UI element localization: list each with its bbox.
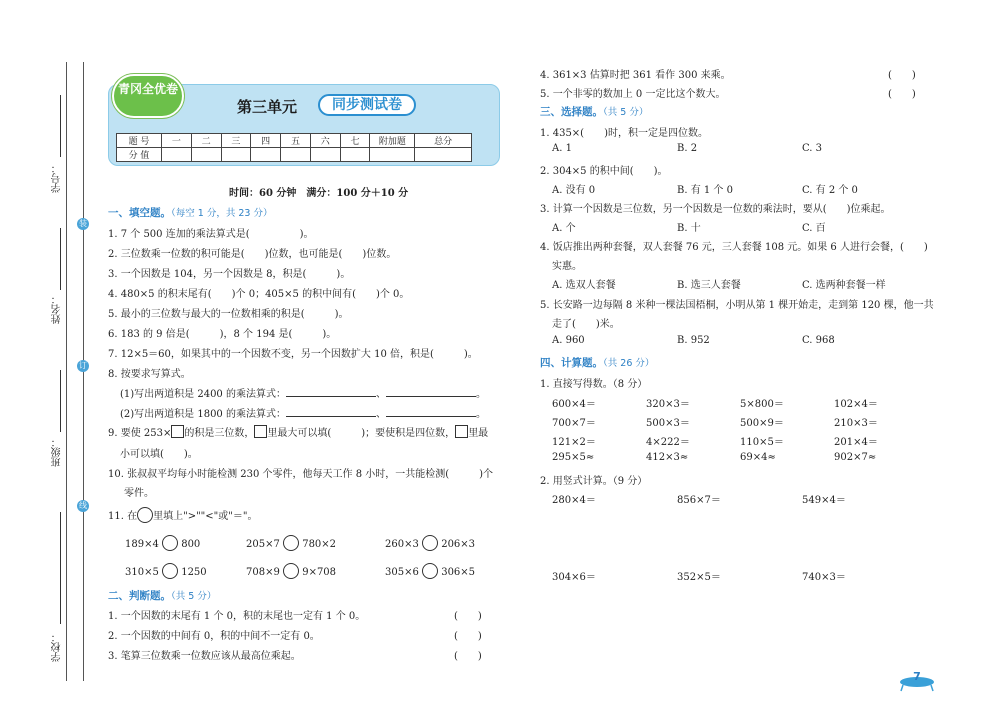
- question-1-7: 7. 12×5＝60，如果其中的一个因数不变，另一个因数扩大 10 倍，积是( )。: [108, 349, 478, 360]
- section-2-note: （共 5 分）: [171, 591, 217, 602]
- student-name-label: 姓名：: [52, 294, 63, 324]
- compare-circle[interactable]: [283, 563, 299, 579]
- page-number-badge: [897, 670, 937, 692]
- score-cell[interactable]: [340, 148, 370, 162]
- choice-question-1: 1. 435×( )时，积一定是四位数。: [540, 128, 708, 139]
- score-table: [116, 133, 472, 162]
- score-cell[interactable]: [415, 148, 472, 162]
- score-cell[interactable]: [162, 148, 192, 162]
- oral-calc-item[interactable]: 102×4＝: [834, 399, 878, 410]
- section-1-note: （每空 1 分，共 23 分）: [171, 208, 273, 219]
- choice-option[interactable]: C. 968: [802, 335, 835, 346]
- compare-item: 260×3 206×3: [385, 535, 475, 551]
- oral-calc-item[interactable]: 295×5≈: [552, 452, 595, 463]
- choice-option[interactable]: A. 选双人套餐: [552, 280, 616, 291]
- score-cell[interactable]: [310, 148, 340, 162]
- question-1-5: 5. 最小的三位数与最大的一位数相乘的积是( )。: [108, 309, 349, 320]
- school-blank[interactable]: [60, 512, 61, 624]
- oral-calc-item[interactable]: 412×3≈: [646, 452, 689, 463]
- vertical-calc-item[interactable]: 352×5＝: [677, 572, 721, 583]
- question-1-11: 11. 在 里填上">""<"或"＝"。: [108, 507, 257, 523]
- score-header-cell: 附加题: [370, 134, 415, 148]
- judge-question-1: 1. 一个因数的末尾有 1 个 0，积的末尾也一定有 1 个 0。: [108, 611, 366, 622]
- question-1-8-part-1: (1)写出两道积是 2400 的乘法算式： 、 。: [120, 389, 486, 400]
- unit-subtitle: 同步测试卷: [318, 94, 416, 116]
- time-and-score: 时间：60 分钟 满分：100 分＋10 分: [229, 188, 409, 199]
- compare-circle[interactable]: [422, 535, 438, 551]
- score-header-cell: 一: [162, 134, 192, 148]
- compare-item: 305×6 306×5: [385, 563, 475, 579]
- judge-answer-3[interactable]: ( ): [454, 651, 482, 662]
- score-cell[interactable]: [191, 148, 221, 162]
- question-1-9-cont: 小可以填( )。: [120, 449, 198, 460]
- compare-circle-icon: [137, 507, 153, 523]
- class-blank[interactable]: [60, 370, 61, 432]
- calc-question-1: 1. 直接写得数。（8 分）: [540, 379, 648, 390]
- question-1-10-cont: 零件。: [124, 488, 154, 499]
- score-header-cell: 七: [340, 134, 370, 148]
- choice-option[interactable]: C. 百: [802, 223, 826, 234]
- section-4-note: （共 26 分）: [603, 358, 655, 369]
- choice-option[interactable]: B. 952: [677, 335, 710, 346]
- binding-mark-2: 订: [79, 361, 87, 370]
- oral-calc-item[interactable]: 5×800＝: [740, 399, 784, 410]
- compare-circle[interactable]: [162, 563, 178, 579]
- brand-logo: 青冈全优卷: [112, 74, 184, 118]
- oral-calc-item[interactable]: 600×4＝: [552, 399, 596, 410]
- score-header-cell: 五: [281, 134, 311, 148]
- oral-calc-item[interactable]: 320×3＝: [646, 399, 690, 410]
- score-header-cell: 六: [310, 134, 340, 148]
- score-cell[interactable]: [370, 148, 415, 162]
- judge-answer-2[interactable]: ( ): [454, 631, 482, 642]
- choice-question-5-cont: 走了( )米。: [552, 319, 620, 330]
- answer-blank[interactable]: [386, 396, 476, 397]
- oral-calc-item[interactable]: 210×3＝: [834, 418, 878, 429]
- choice-option[interactable]: C. 选两种套餐一样: [802, 280, 886, 291]
- score-cell[interactable]: [281, 148, 311, 162]
- oral-calc-item[interactable]: 110×5＝: [740, 437, 784, 448]
- score-cell[interactable]: [221, 148, 251, 162]
- answer-blank[interactable]: [286, 396, 376, 397]
- choice-option[interactable]: A. 1: [552, 143, 572, 154]
- question-1-4: 4. 480×5 的积末尾有( )个 0；405×5 的积中间有( )个 0。: [108, 289, 410, 300]
- judge-answer-1[interactable]: ( ): [454, 611, 482, 622]
- choice-option[interactable]: B. 有 1 个 0: [677, 185, 733, 196]
- oral-calc-item[interactable]: 69×4≈: [740, 452, 776, 463]
- judge-question-5: 5. 一个非零的数加上 0 一定比这个数大。: [540, 89, 726, 100]
- question-1-9: 9. 要使 253× 的积是三位数， 里最大可以填( )；要使积是四位数， 里最: [108, 424, 488, 439]
- judge-question-4: 4. 361×3 估算时把 361 看作 300 来乘。: [540, 70, 731, 81]
- choice-option[interactable]: A. 个: [552, 223, 576, 234]
- binding-mark-3: 线: [79, 501, 87, 510]
- vertical-calc-item[interactable]: 304×6＝: [552, 572, 596, 583]
- page-number: 7: [913, 670, 921, 683]
- choice-option[interactable]: B. 2: [677, 143, 698, 154]
- score-header-cell: 题 号: [117, 134, 162, 148]
- section-1-title: 一、填空题。（每空 1 分，共 23 分）: [108, 207, 273, 219]
- answer-blank[interactable]: [386, 416, 476, 417]
- choice-option[interactable]: B. 选三人套餐: [677, 280, 741, 291]
- choice-question-5: 5. 长安路一边每隔 8 米种一棵法国梧桐，小明从第 1 棵开始走，走到第 120 棵，他一共: [540, 300, 934, 311]
- question-1-8-part-2: (2)写出两道积是 1800 的乘法算式： 、 。: [120, 409, 486, 420]
- oral-calc-item[interactable]: 4×222＝: [646, 437, 690, 448]
- choice-question-2: 2. 304×5 的积中间( )。: [540, 166, 668, 177]
- oral-calc-item[interactable]: 121×2＝: [552, 437, 596, 448]
- choice-question-4: 4. 饭店推出两种套餐，双人套餐 76 元，三人套餐 108 元。如果 6 人进行会餐，( ): [540, 242, 928, 253]
- score-header-cell: 三: [221, 134, 251, 148]
- compare-item: 205×7 780×2: [246, 535, 336, 551]
- binding-mark-1: 装: [79, 219, 87, 228]
- choice-option[interactable]: B. 十: [677, 223, 701, 234]
- question-1-10: 10. 张叔叔平均每小时能检测 230 个零件，他每天工作 8 小时，一共能检测( )个: [108, 469, 494, 480]
- class-label: 班级：: [52, 437, 63, 467]
- judge-question-2: 2. 一个因数的中间有 0，积的中间不一定有 0。: [108, 631, 320, 642]
- judge-question-3: 3. 笔算三位数乘一位数应该从最高位乘起。: [108, 651, 301, 662]
- oral-calc-item[interactable]: 500×9＝: [740, 418, 784, 429]
- question-1-6: 6. 183 的 9 倍是( )，8 个 194 是( )。: [108, 329, 337, 340]
- oral-calc-item[interactable]: 902×7≈: [834, 452, 877, 463]
- section-4-title: 四、计算题。（共 26 分）: [540, 357, 655, 369]
- question-1-1: 1. 7 个 500 连加的乘法算式是( )。: [108, 229, 314, 240]
- answer-blank[interactable]: [286, 416, 376, 417]
- section-2-title: 二、判断题。（共 5 分）: [108, 590, 217, 602]
- vertical-calc-item[interactable]: 280×4＝: [552, 495, 596, 506]
- question-1-3: 3. 一个因数是 104，另一个因数是 8，积是( )。: [108, 269, 351, 280]
- answer-box[interactable]: [171, 425, 184, 438]
- answer-box[interactable]: [455, 425, 468, 438]
- choice-question-3: 3. 计算一个因数是三位数，另一个因数是一位数的乘法时，要从( )位乘起。: [540, 204, 891, 215]
- compare-circle[interactable]: [422, 563, 438, 579]
- binding-line-left: [66, 62, 67, 681]
- compare-circle[interactable]: [283, 535, 299, 551]
- vertical-calc-item[interactable]: 549×4＝: [802, 495, 846, 506]
- question-1-2: 2. 三位数乘一位数的积可能是( )位数，也可能是( )位数。: [108, 249, 397, 260]
- score-header-cell: 二: [191, 134, 221, 148]
- oral-calc-item[interactable]: 700×7＝: [552, 418, 596, 429]
- choice-option[interactable]: C. 有 2 个 0: [802, 185, 858, 196]
- score-cell[interactable]: [251, 148, 281, 162]
- vertical-calc-item[interactable]: 856×7＝: [677, 495, 721, 506]
- oral-calc-item[interactable]: 201×4＝: [834, 437, 878, 448]
- choice-option[interactable]: A. 没有 0: [552, 185, 596, 196]
- section-3-note: （共 5 分）: [603, 107, 649, 118]
- score-row-label: 分 值: [117, 148, 162, 162]
- question-1-8: 8. 按要求写算式。: [108, 369, 191, 380]
- compare-circle[interactable]: [162, 535, 178, 551]
- compare-item: 189×4 800: [125, 535, 200, 551]
- choice-option[interactable]: C. 3: [802, 143, 823, 154]
- student-number-blank[interactable]: [60, 95, 61, 157]
- student-number-label: 学号：: [52, 163, 63, 193]
- judge-answer-5[interactable]: ( ): [888, 89, 916, 100]
- section-3-title: 三、选择题。（共 5 分）: [540, 106, 649, 118]
- score-header-cell: 四: [251, 134, 281, 148]
- score-header-cell: 总分: [415, 134, 472, 148]
- compare-item: 708×9 9×708: [246, 563, 336, 579]
- vertical-calc-item[interactable]: 740×3＝: [802, 572, 846, 583]
- choice-question-4-cont: 实惠。: [552, 261, 582, 272]
- calc-question-2: 2. 用竖式计算。（9 分）: [540, 476, 648, 487]
- oral-calc-item[interactable]: 500×3＝: [646, 418, 690, 429]
- unit-title: 第三单元: [237, 98, 298, 116]
- compare-item: 310×5 1250: [125, 563, 207, 579]
- choice-option[interactable]: A. 960: [552, 335, 585, 346]
- judge-answer-4[interactable]: ( ): [888, 70, 916, 81]
- answer-box[interactable]: [254, 425, 267, 438]
- student-name-blank[interactable]: [60, 228, 61, 290]
- school-label: 学校：: [52, 632, 63, 662]
